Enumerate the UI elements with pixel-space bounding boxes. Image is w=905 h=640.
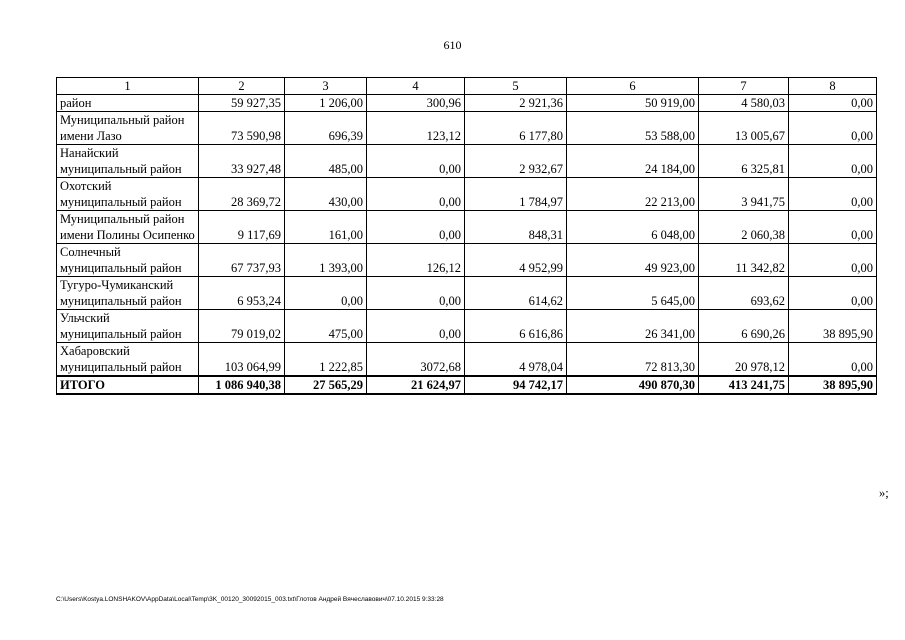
value-cell: 11 342,82 xyxy=(699,244,789,277)
value-cell: 6 048,00 xyxy=(567,211,699,244)
header-cell: 6 xyxy=(567,78,699,95)
value-cell: 300,96 xyxy=(367,95,465,112)
value-cell: 22 213,00 xyxy=(567,178,699,211)
header-cell: 1 xyxy=(57,78,199,95)
header-cell: 3 xyxy=(285,78,367,95)
value-cell: 0,00 xyxy=(789,112,877,145)
header-cell: 5 xyxy=(465,78,567,95)
value-cell: 13 005,67 xyxy=(699,112,789,145)
value-cell: 848,31 xyxy=(465,211,567,244)
value-cell: 2 921,36 xyxy=(465,95,567,112)
table-row xyxy=(57,178,877,211)
district-name-cell: район xyxy=(57,95,199,112)
table-row xyxy=(57,244,877,277)
value-cell: 1 784,97 xyxy=(465,178,567,211)
district-name-cell: Муниципальный район имени Полины Осипенко xyxy=(57,211,199,244)
value-cell: 0,00 xyxy=(367,277,465,310)
value-cell: 20 978,12 xyxy=(699,343,789,377)
value-cell: 4 978,04 xyxy=(465,343,567,377)
header-cell: 2 xyxy=(199,78,285,95)
value-cell: 126,12 xyxy=(367,244,465,277)
value-cell: 6 690,26 xyxy=(699,310,789,343)
value-cell: 6 325,81 xyxy=(699,145,789,178)
value-cell: 0,00 xyxy=(789,277,877,310)
value-cell: 161,00 xyxy=(285,211,367,244)
value-cell: 1 393,00 xyxy=(285,244,367,277)
value-cell: 0,00 xyxy=(789,95,877,112)
value-cell: 0,00 xyxy=(367,145,465,178)
value-cell: 0,00 xyxy=(285,277,367,310)
value-cell: 0,00 xyxy=(789,343,877,377)
district-name-cell: Тугуро-Чумиканский муниципальный район xyxy=(57,277,199,310)
budget-table xyxy=(56,77,877,395)
table-row xyxy=(57,211,877,244)
value-cell: 49 923,00 xyxy=(567,244,699,277)
value-cell: 4 952,99 xyxy=(465,244,567,277)
value-cell: 485,00 xyxy=(285,145,367,178)
district-name-cell: Охотский муниципальный район xyxy=(57,178,199,211)
header-cell: 7 xyxy=(699,78,789,95)
value-cell: 24 184,00 xyxy=(567,145,699,178)
table-row xyxy=(57,343,877,377)
value-cell: 0,00 xyxy=(789,178,877,211)
value-cell: 3 941,75 xyxy=(699,178,789,211)
table-row xyxy=(57,310,877,343)
value-cell: 5 645,00 xyxy=(567,277,699,310)
value-cell: 490 870,30 xyxy=(567,376,699,394)
header-cell: 8 xyxy=(789,78,877,95)
district-name-cell: Муниципальный район имени Лазо xyxy=(57,112,199,145)
value-cell: 475,00 xyxy=(285,310,367,343)
value-cell: 430,00 xyxy=(285,178,367,211)
value-cell: 50 919,00 xyxy=(567,95,699,112)
table-row xyxy=(57,112,877,145)
value-cell: 0,00 xyxy=(367,178,465,211)
value-cell: 59 927,35 xyxy=(199,95,285,112)
value-cell: 21 624,97 xyxy=(367,376,465,394)
value-cell: 103 064,99 xyxy=(199,343,285,377)
value-cell: 0,00 xyxy=(789,211,877,244)
value-cell: 1 222,85 xyxy=(285,343,367,377)
value-cell: 6 616,86 xyxy=(465,310,567,343)
value-cell: 6 953,24 xyxy=(199,277,285,310)
value-cell: 696,39 xyxy=(285,112,367,145)
value-cell: 38 895,90 xyxy=(789,376,877,394)
value-cell: 26 341,00 xyxy=(567,310,699,343)
value-cell: 33 927,48 xyxy=(199,145,285,178)
value-cell: 1 206,00 xyxy=(285,95,367,112)
value-cell: 2 060,38 xyxy=(699,211,789,244)
value-cell: 2 932,67 xyxy=(465,145,567,178)
total-row xyxy=(57,376,877,394)
table-row xyxy=(57,95,877,112)
value-cell: 693,62 xyxy=(699,277,789,310)
value-cell: 4 580,03 xyxy=(699,95,789,112)
value-cell: 123,12 xyxy=(367,112,465,145)
district-name-cell: Ульчский муниципальный район xyxy=(57,310,199,343)
value-cell: 79 019,02 xyxy=(199,310,285,343)
district-name-cell: Нанайский муниципальный район xyxy=(57,145,199,178)
value-cell: 6 177,80 xyxy=(465,112,567,145)
value-cell: 67 737,93 xyxy=(199,244,285,277)
value-cell: 0,00 xyxy=(789,145,877,178)
value-cell: 413 241,75 xyxy=(699,376,789,394)
header-cell: 4 xyxy=(367,78,465,95)
value-cell: 9 117,69 xyxy=(199,211,285,244)
page-number: 610 xyxy=(443,38,462,52)
closing-quote-mark: »; xyxy=(879,486,889,500)
district-name-cell: Солнечный муниципальный район xyxy=(57,244,199,277)
header-row xyxy=(57,78,877,95)
table-row xyxy=(57,145,877,178)
value-cell: 38 895,90 xyxy=(789,310,877,343)
value-cell: 53 588,00 xyxy=(567,112,699,145)
value-cell: 0,00 xyxy=(367,211,465,244)
district-name-cell: ИТОГО xyxy=(57,376,199,394)
value-cell: 0,00 xyxy=(789,244,877,277)
value-cell: 3072,68 xyxy=(367,343,465,377)
district-name-cell: Хабаровский муниципальный район xyxy=(57,343,199,377)
value-cell: 27 565,29 xyxy=(285,376,367,394)
value-cell: 94 742,17 xyxy=(465,376,567,394)
file-path-footer: C:\Users\Kostya.LONSHAKOV\AppData\Local\Temp\3K_00120_30092015_003.txt\Глотов Андрей Вячеславович\07.10.2015 9:33:28 xyxy=(56,596,444,603)
value-cell: 73 590,98 xyxy=(199,112,285,145)
value-cell: 1 086 940,38 xyxy=(199,376,285,394)
table-row xyxy=(57,277,877,310)
value-cell: 614,62 xyxy=(465,277,567,310)
value-cell: 28 369,72 xyxy=(199,178,285,211)
value-cell: 0,00 xyxy=(367,310,465,343)
value-cell: 72 813,30 xyxy=(567,343,699,377)
